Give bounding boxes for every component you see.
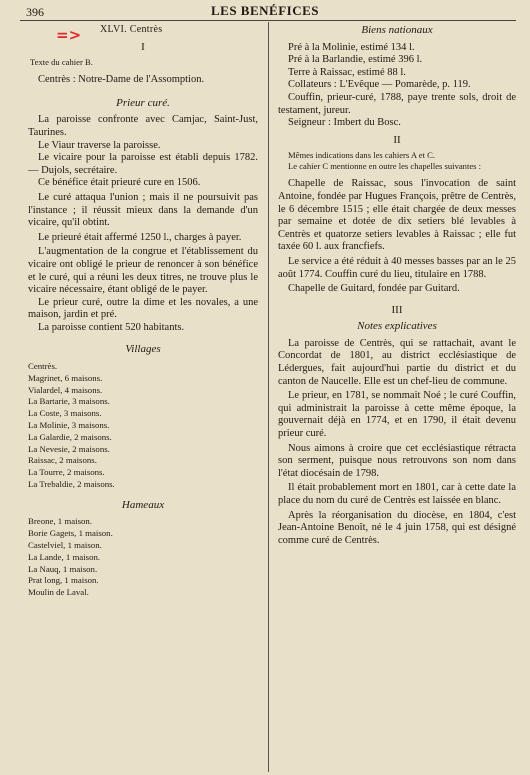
paragraph: La paroisse de Centrès, qui se rattachait, avant le Concordat de 1801, au district ecclésiastique de Lédergues, fait aujourd'hui partie du district et du canton de Naucelle. Elle est un chef-lieu de commune. [278,337,516,387]
memes-indications: Mêmes indications dans les cahiers A et C. [288,150,436,161]
list-item: La Coste, 3 maisons. [28,408,102,419]
villages-heading: Villages [125,343,161,356]
list-item: Magrinet, 6 maisons. [28,372,103,383]
paragraph: Il était probablement mort en 1801, car à cette date la place du nom du curé de Centrès est laissée en blanc. [278,482,516,506]
list-item: La Tourre, 2 maisons. [28,467,105,478]
list-item: Moulin de Laval. [28,587,89,598]
paragraph: Ce bénéfice était prieuré cure en 1506. [38,177,201,189]
villages-list [28,361,258,491]
paragraph: Le prieuré était affermé 1250 l., charges à payer. [38,231,242,243]
paragraph: Après la réorganisation du diocèse, en 1804, c'est Jean-Antoine Benoît, né le 4 juin 1758, qui est désigné comme curé de Centrès. [278,509,516,546]
red-arrow-annotation: => [56,26,82,44]
texte-cahier: Texte du cahier B. [30,57,93,68]
chapter-heading: XLVI. Centrès [100,24,163,35]
list-item: La Nevesie, 2 maisons. [28,443,110,454]
list-item: La Trebaldie, 2 maisons. [28,479,115,490]
cahier-c-note: Le cahier C mentionne en outre les chapelles suivantes : [288,161,482,172]
biens-heading: Biens nationaux [361,24,433,36]
list-item: Castelviel, 1 maison. [28,540,102,551]
section-i: I [141,40,145,53]
hameaux-heading: Hameaux [121,498,165,511]
paragraph: La paroisse confronte avec Camjac, Saint-Just, Taurines. [28,114,258,138]
paragraph: Le service a été réduit à 40 messes basses par an le 25 août 1774. Couffin curé du lieu, titulaire en 1788. [278,255,516,280]
running-title: LES BENÉFICES [210,3,319,18]
list-item: La Nauq, 1 maison. [28,563,98,574]
header-rule [20,20,516,21]
paragraph: Collateurs : L'Evêque — Pomarède, p. 119. [288,79,471,91]
section-iii: III [391,303,403,316]
paragraph: Pré à la Barlandie, estimé 396 l. [288,54,423,66]
paragraph: Nous aimons à croire que cet ecclésiastique rétracta son serment, puisque nous retrouvons son nom dans l'état diocésain de 1798. [278,442,516,479]
list-item: Raissac, 2 maisons. [28,455,97,466]
paragraph: Le Viaur traverse la paroisse. [38,139,161,151]
paragraph: Couffin, prieur-curé, 1788, paye trente sols, droit de testament, jureur. [278,91,516,116]
section-ii: II [393,133,401,146]
paragraph: Terre à Raissac, estimé 88 l. [288,66,406,78]
page-number: 396 [26,5,44,19]
left-column [28,24,258,599]
list-item: Prat long, 1 maison. [28,575,99,586]
column-divider [268,22,269,772]
prieur-cure-heading: Prieur curé. [116,96,170,109]
paragraph: Chapelle de Raissac, sous l'invocation de saint Antoine, fondée par Hugues François, prêtre de Centrès, le 6 décembre 1515 ; elle était chargée de deux messes par semaine et dotée de dix setiers blé levables à Centrès et quatorze setiers levables à Raissac ; elle fut taxée 60 l. aux francfiefs. [278,178,516,253]
list-item: La Lande, 1 maison. [28,551,101,562]
paragraph: Le prieur curé, outre la dime et les novales, a une maison, jardin et pré. [28,296,258,321]
hameaux-list [28,516,258,599]
paragraph: L'augmentation de la congrue et l'établissement du vicaire ont obligé le prieur de renoncer à son bénéfice et le curé, qui a réuni les deux titres, ne trouve plus le vicaire nécessaire, étant obligé de le payer. [28,246,258,296]
paragraph: Seigneur : Imbert du Bosc. [288,117,401,129]
list-item: Breone, 1 maison. [28,516,93,527]
paragraph: Le vicaire pour la paroisse est établi depuis 1782. — Dujols, secrétaire. [28,152,258,176]
paragraph: La paroisse contient 520 habitants. [38,321,185,333]
centres-dedication: Centrès : Notre-Dame de l'Assomption. [38,74,205,86]
paragraph: Pré à la Molinie, estimé 134 l. [288,41,415,53]
right-column [278,24,516,547]
paragraph: Le prieur, en 1781, se nommait Noé ; le curé Couffin, qui administrait la paroisse à cette même époque, la gouvernait déjà en 1774, et en 1790, il était devenu prieur curé. [278,390,516,440]
list-item: Vialardel, 4 maisons. [28,384,103,395]
list-item: La Molinie, 3 maisons. [28,420,110,431]
notes-heading: Notes explicatives [357,320,437,333]
paragraph: Chapelle de Guitard, fondée par Guitard. [288,283,460,295]
paragraph: Le curé attaqua l'union ; mais il ne poursuivit pas l'instance ; il réussit mieux dans la demande d'un vicaire, qu'il obtint. [28,191,258,229]
page-header [0,3,530,21]
list-item: La Bartarie, 3 maisons. [28,396,110,407]
list-item: Borie Gagets, 1 maison. [28,528,113,539]
list-item: La Galardie, 2 maisons. [28,431,112,442]
list-item: Centrès. [28,361,58,372]
